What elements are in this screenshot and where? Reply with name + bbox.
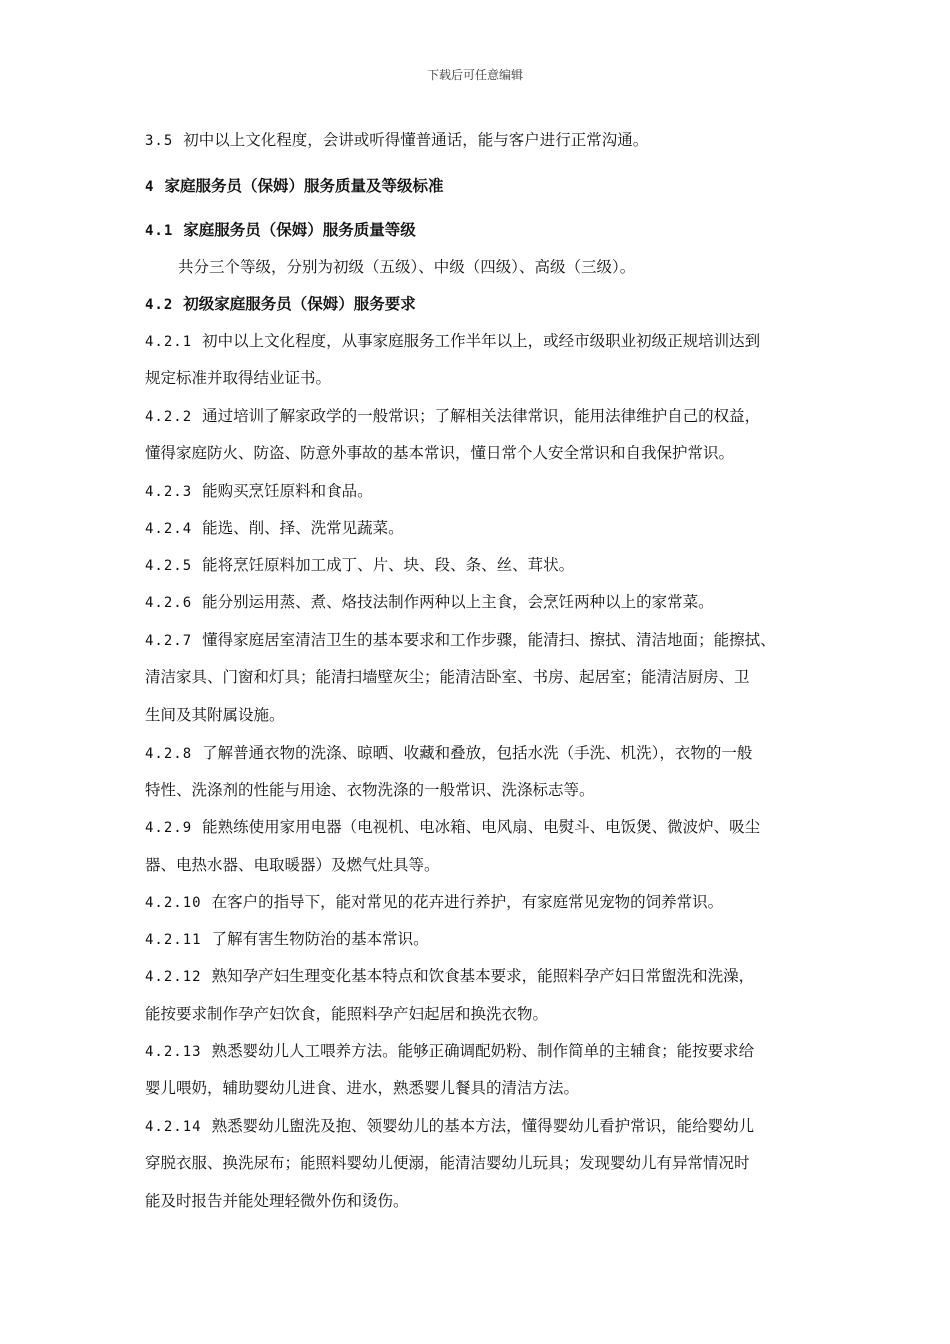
paragraph-line xyxy=(145,443,734,463)
section-text: 清洁家具、门窗和灯具；能清扫墙壁灰尘；能清洁卧室、书房、起居室；能清洁厨房、卫 xyxy=(145,668,750,686)
section-4-2-12 xyxy=(145,966,754,987)
section-4-2-heading xyxy=(145,294,416,315)
section-4-2-14 xyxy=(145,1116,754,1137)
section-number: 4.2 xyxy=(145,297,174,313)
section-4-2-10 xyxy=(145,892,723,913)
section-text: 特性、洗涤剂的性能与用途、衣物洗涤的一般常识、洗涤标志等。 xyxy=(145,781,595,799)
section-4-heading xyxy=(145,176,443,197)
section-text: 能熟练使用家用电器（电视机、电冰箱、电风扇、电熨斗、电饭煲、微波炉、吸尘 xyxy=(202,818,761,836)
section-4-2-7 xyxy=(145,630,776,651)
section-number: 4.2.8 xyxy=(145,746,193,762)
section-4-2-8 xyxy=(145,743,752,764)
section-text: 熟悉婴幼儿盥洗及抱、领婴幼儿的基本方法，懂得婴幼儿看护常识，能给婴幼儿 xyxy=(211,1117,755,1135)
section-number: 4.1 xyxy=(145,223,174,239)
section-text: 能按要求制作孕产妇饮食，能照料孕产妇起居和换洗衣物。 xyxy=(145,1005,549,1023)
section-text: 懂得家庭防火、防盗、防意外事故的基本常识，懂日常个人安全常识和自我保护常识。 xyxy=(145,444,735,462)
section-number: 4.2.10 xyxy=(145,895,202,911)
section-text: 能选、削、择、洗常见蔬菜。 xyxy=(202,519,404,537)
page-header: 下载后可任意编辑 xyxy=(426,68,523,82)
section-text: 熟知孕产妇生理变化基本特点和饮食基本要求，能照料孕产妇日常盥洗和洗澡， xyxy=(211,967,755,985)
section-4-2-2 xyxy=(145,406,760,427)
section-text: 规定标准并取得结业证书。 xyxy=(145,369,332,387)
section-4-1-heading xyxy=(145,220,416,241)
section-number: 4.2.7 xyxy=(145,633,193,649)
section-text: 在客户的指导下，能对常见的花卉进行养护，有家庭常见宠物的饲养常识。 xyxy=(211,893,724,911)
section-text: 共分三个等级，分别为初级（五级）、中级（四级）、高级（三级）。 xyxy=(178,258,636,276)
paragraph-line xyxy=(145,368,331,388)
section-number: 4.2.13 xyxy=(145,1044,202,1060)
section-4-2-1 xyxy=(145,331,760,352)
section-text: 了解普通衣物的洗涤、晾晒、收藏和叠放，包括水洗（手洗、机洗），衣物的一般 xyxy=(202,744,753,762)
paragraph-line xyxy=(145,855,440,875)
paragraph-line xyxy=(145,1153,750,1173)
section-4-2-6 xyxy=(145,592,714,613)
section-text: 能及时报告并能处理轻微外伤和烫伤。 xyxy=(145,1192,409,1210)
section-text: 生间及其附属设施。 xyxy=(145,706,285,724)
section-text: 通过培训了解家政学的一般常识；了解相关法律常识，能用法律维护自己的权益， xyxy=(202,407,761,425)
section-text: 婴儿喂奶，辅助婴幼儿进食、进水，熟悉婴儿餐具的清洁方法。 xyxy=(145,1079,580,1097)
paragraph-line xyxy=(178,257,635,277)
section-4-2-5 xyxy=(145,555,574,576)
paragraph-line xyxy=(145,667,750,687)
paragraph-line xyxy=(145,1004,548,1024)
section-text: 熟悉婴幼儿人工喂养方法。能够正确调配奶粉、制作简单的主辅食；能按要求给 xyxy=(211,1042,755,1060)
section-4-2-11 xyxy=(145,929,429,950)
section-text: 穿脱衣服、换洗尿布；能照料婴幼儿便溺，能清洁婴幼儿玩具；发现婴幼儿有异常情况时 xyxy=(145,1154,750,1172)
section-4-2-13 xyxy=(145,1041,754,1062)
section-number: 4.2.9 xyxy=(145,820,193,836)
paragraph-line xyxy=(145,1078,579,1098)
section-text: 初级家庭服务员（保姆）服务要求 xyxy=(183,295,416,313)
section-text: 初中以上文化程度，从事家庭服务工作半年以上，或经市级职业初级正规培训达到 xyxy=(202,332,761,350)
paragraph-line xyxy=(145,780,595,800)
section-4-2-9 xyxy=(145,817,760,838)
section-number: 4.2.6 xyxy=(145,595,193,611)
section-number: 4.2.2 xyxy=(145,409,193,425)
section-number: 4.2.12 xyxy=(145,969,202,985)
paragraph-line xyxy=(145,1191,409,1211)
section-number: 4.2.14 xyxy=(145,1119,202,1135)
section-number: 3.5 xyxy=(145,133,174,149)
section-number: 4.2.4 xyxy=(145,521,193,537)
section-text: 家庭服务员（保姆）服务质量等级 xyxy=(183,221,416,239)
section-number: 4.2.3 xyxy=(145,484,193,500)
section-4-2-3 xyxy=(145,481,373,502)
section-4-2-4 xyxy=(145,518,404,539)
section-text: 能分别运用蒸、煮、烙技法制作两种以上主食，会烹饪两种以上的家常菜。 xyxy=(202,593,714,611)
section-text: 了解有害生物防治的基本常识。 xyxy=(211,930,429,948)
paragraph-line xyxy=(145,705,285,725)
section-text: 家庭服务员（保姆）服务质量及等级标准 xyxy=(164,177,444,195)
section-text: 能购买烹饪原料和食品。 xyxy=(202,482,373,500)
section-number: 4.2.1 xyxy=(145,334,193,350)
section-text: 初中以上文化程度，会讲或听得懂普通话，能与客户进行正常沟通。 xyxy=(183,131,649,149)
section-number: 4 xyxy=(145,179,155,195)
section-number: 4.2.5 xyxy=(145,558,193,574)
section-3-5 xyxy=(145,130,648,151)
section-text: 懂得家庭居室清洁卫生的基本要求和工作步骤，能清扫、擦拭、清洁地面；能擦拭、 xyxy=(202,631,776,649)
section-text: 器、电热水器、电取暖器）及燃气灶具等。 xyxy=(145,856,440,874)
section-number: 4.2.11 xyxy=(145,932,202,948)
section-text: 能将烹饪原料加工成丁、片、块、段、条、丝、茸状。 xyxy=(202,556,575,574)
